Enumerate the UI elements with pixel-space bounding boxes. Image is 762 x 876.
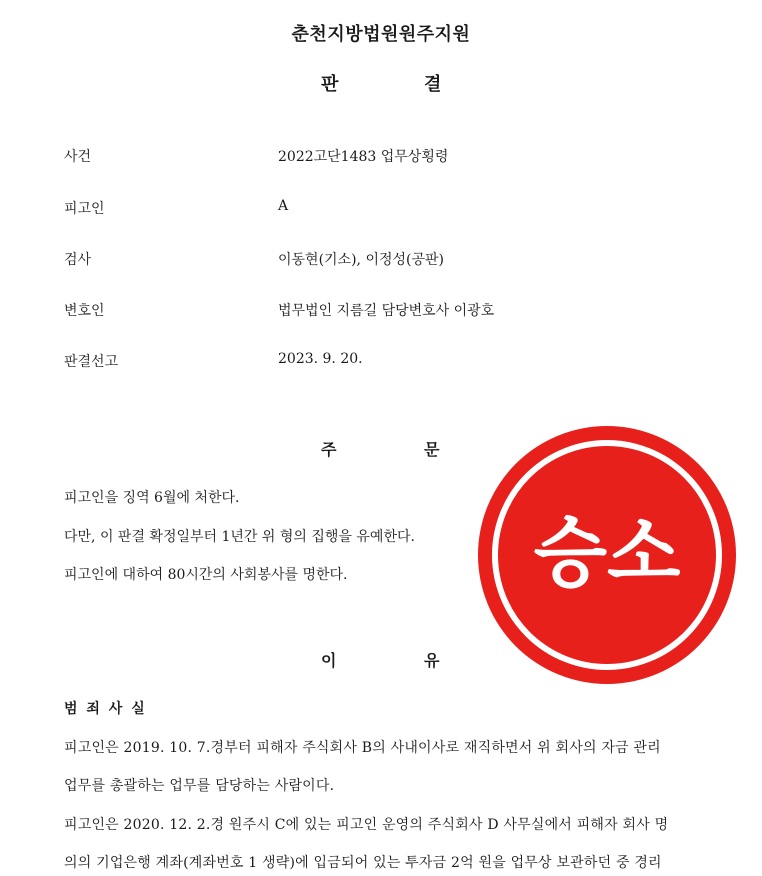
prosecutor-value: 이동현(기소), 이정성(공판) bbox=[278, 252, 444, 268]
win-stamp bbox=[476, 424, 738, 686]
stamp-text: 승소 bbox=[533, 508, 681, 597]
judgment-date-label: 판결선고 bbox=[64, 354, 119, 370]
order-heading-right: 문 bbox=[424, 440, 440, 459]
case-info-row bbox=[64, 198, 704, 222]
crime-facts-line: 의의 기업은행 계좌(계좌번호 1 생략)에 입금되어 있는 투자금 2억 원을 업무상 보관하던 중 경리 bbox=[64, 855, 662, 871]
defendant-label: 피고인 bbox=[64, 201, 105, 217]
court-name: 춘천지방법원원주지원 bbox=[291, 24, 471, 45]
document-title-left: 판 bbox=[321, 74, 339, 95]
case-info-row bbox=[64, 351, 704, 375]
case-value: 2022고단1483 업무상횡령 bbox=[278, 149, 449, 165]
crime-facts-line: 업무를 총괄하는 업무를 담당하는 사람이다. bbox=[64, 778, 335, 794]
order-line: 피고인에 대하여 80시간의 사회봉사를 명한다. bbox=[64, 567, 348, 583]
order-line: 피고인을 징역 6월에 처한다. bbox=[64, 490, 240, 506]
counsel-value: 법무법인 지름길 담당변호사 이광호 bbox=[278, 303, 495, 319]
case-label: 사건 bbox=[64, 149, 92, 165]
counsel-label: 변호인 bbox=[64, 303, 105, 319]
order-line: 다만, 이 판결 확정일부터 1년간 위 형의 집행을 유예한다. bbox=[64, 529, 415, 545]
case-info-row bbox=[64, 146, 704, 170]
document-title bbox=[0, 70, 762, 96]
prosecutor-label: 검사 bbox=[64, 252, 92, 268]
order-heading-left: 주 bbox=[321, 440, 337, 459]
judgment-date-value: 2023. 9. 20. bbox=[278, 351, 363, 367]
crime-facts-heading: 범 죄 사 실 bbox=[64, 701, 147, 717]
document-title-right: 결 bbox=[424, 74, 442, 95]
reason-heading-right: 유 bbox=[424, 651, 440, 670]
reason-heading-left: 이 bbox=[321, 651, 337, 670]
crime-facts-line: 피고인은 2020. 12. 2.경 원주시 C에 있는 피고인 운영의 주식회사 D 사무실에서 피해자 회사 명 bbox=[64, 817, 669, 833]
case-info-row bbox=[64, 300, 704, 324]
crime-facts-line: 피고인은 2019. 10. 7.경부터 피해자 주식회사 B의 사내이사로 재직하면서 위 회사의 자금 관리 bbox=[64, 740, 661, 756]
case-info-row bbox=[64, 249, 704, 273]
defendant-value: A bbox=[278, 198, 289, 214]
